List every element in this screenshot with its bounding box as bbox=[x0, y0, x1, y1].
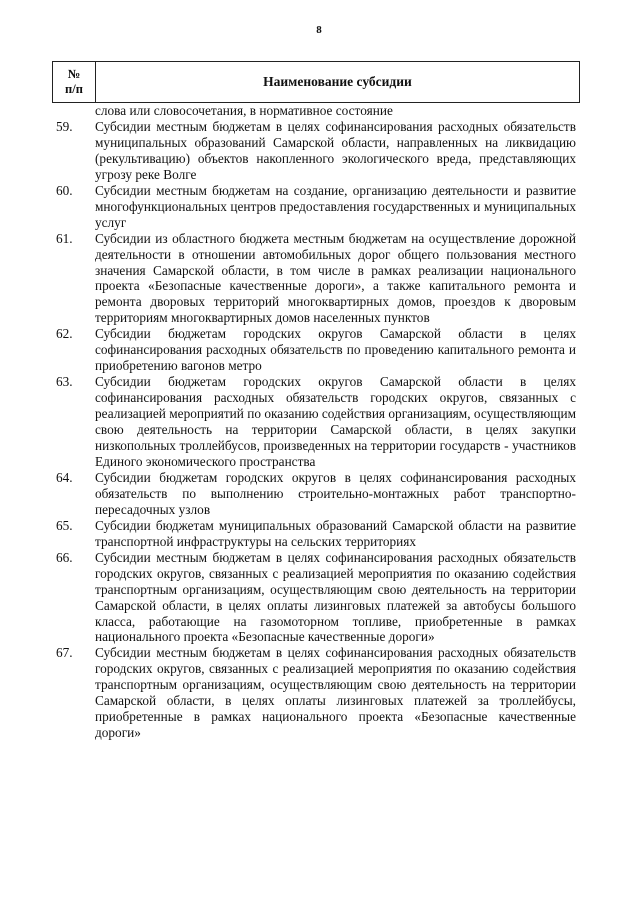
list-item bbox=[56, 550, 576, 646]
header-number-column bbox=[53, 62, 96, 102]
item-number: 60. bbox=[56, 182, 73, 198]
item-number: 59. bbox=[56, 118, 73, 134]
header-title: Наименование субсидии bbox=[263, 74, 412, 89]
item-text: Субсидии местным бюджетам в целях софинансирования расходных обязательств городских округов, связанных с реализацией мероприятия по оказанию содействия транспортным организациям, осуществляющим свою деятельность на территории Самарской области, в целях оплаты лизинговых платежей за автобусы большого класса, работающие на газомоторном топливе, приобретенные в рамках национального проекта «Безопасные качественные дороги» bbox=[95, 549, 576, 645]
list-item bbox=[56, 645, 576, 741]
item-text: Субсидии местным бюджетам в целях софинансирования расходных обязательств муниципальных образований Самарской области, направленных на ликвидацию (рекультивацию) объектов накопленного экологического вреда, представляющих угрозу реке Волге bbox=[95, 118, 576, 182]
list-item bbox=[56, 326, 576, 374]
item-text: Субсидии бюджетам муниципальных образований Самарской области на развитие транспортной инфраструктуры на сельских территориях bbox=[95, 517, 576, 549]
table-header bbox=[52, 61, 580, 103]
list-item bbox=[56, 183, 576, 231]
subsidy-list bbox=[56, 103, 576, 741]
item-number: 61. bbox=[56, 230, 73, 246]
list-item bbox=[56, 518, 576, 550]
item-number: 63. bbox=[56, 374, 73, 390]
item-text: Субсидии бюджетам городских округов Самарской области в целях софинансирования расходных обязательств по проведению капитального ремонта и приобретению вагонов метро bbox=[95, 326, 576, 374]
list-item bbox=[56, 231, 576, 327]
item-text: Субсидии бюджетам городских округов в целях софинансирования расходных обязательств по выполнению строительно-монтажных работ транспортно-пересадочных узлов bbox=[95, 469, 576, 517]
item-text: Субсидии бюджетам городских округов Самарской области в целях софинансирования расходных обязательств городских округов, связанных с реализацией мероприятий по оказанию содействия организациям, осуществляющим свою деятельность на территории Самарской области, в целях закупки низкопольных троллейбусов, произведенных на территории государств - участников Единого экономического пространства bbox=[95, 374, 576, 469]
list-item bbox=[56, 374, 576, 470]
item-number: 64. bbox=[56, 469, 73, 485]
item-number: 62. bbox=[56, 326, 73, 342]
header-number-sign: № bbox=[67, 67, 81, 81]
list-item bbox=[56, 119, 576, 183]
item-text: Субсидии местным бюджетам в целях софинансирования расходных обязательств городских округов, связанных с реализацией мероприятия по оказанию содействия транспортным организациям, осуществляющим свою деятельность на территории Самарской области, в целях оплаты лизинговых платежей за троллейбусы, приобретенные в рамках национального проекта «Безопасные качественные дороги» bbox=[95, 645, 576, 741]
item-number: 66. bbox=[56, 549, 73, 565]
continuation-text: слова или словосочетания, в нормативное состояние bbox=[95, 103, 393, 118]
item-number: 65. bbox=[56, 517, 73, 533]
list-item bbox=[56, 470, 576, 518]
item-number: 67. bbox=[56, 645, 73, 661]
page-number: 8 bbox=[316, 24, 322, 36]
item-text: Субсидии местным бюджетам на создание, организацию деятельности и развитие многофункциональных центров предоставления государственных и муниципальных услуг bbox=[95, 182, 576, 230]
item-text: Субсидии из областного бюджета местным бюджетам на осуществление дорожной деятельности в отношении автомобильных дорог общего пользования местного значения Самарской области, в том числе в рамках реализации национального проекта «Безопасные качественные дороги», а также капитального ремонта и ремонта дворовых территорий многоквартирных домов, проездов к дворовым территориям многоквартирных домов населенных пунктов bbox=[95, 230, 576, 326]
header-number-abbrev: п/п bbox=[65, 82, 83, 96]
